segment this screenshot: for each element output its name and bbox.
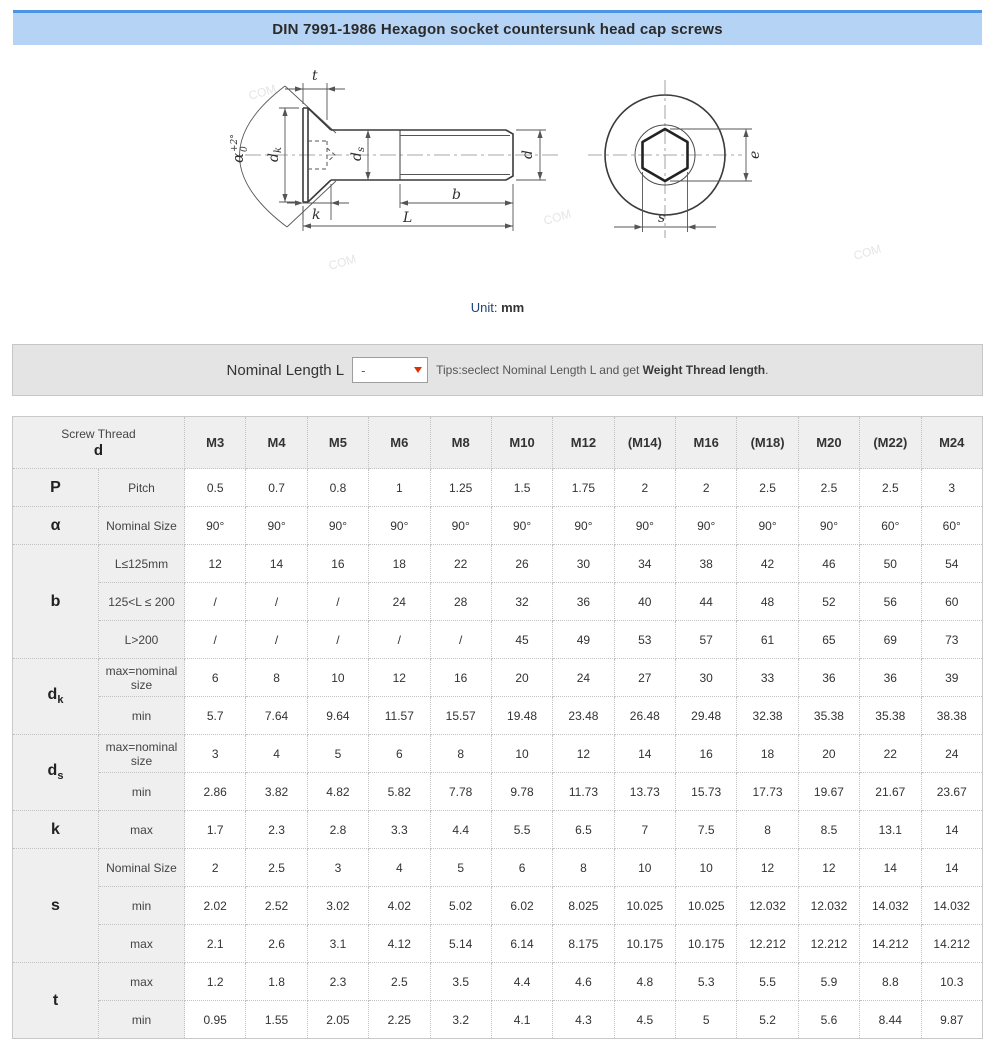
column-header: M5 [307, 417, 368, 469]
value-cell: 38 [676, 545, 737, 583]
value-cell: 35.38 [860, 697, 921, 735]
value-cell: 3 [921, 469, 983, 507]
dim-label-e [747, 151, 763, 159]
value-cell: 0.95 [185, 1001, 246, 1039]
table-row [13, 963, 983, 1001]
value-cell: 34 [614, 545, 675, 583]
value-cell: 57 [676, 621, 737, 659]
watermark-text: COM [851, 241, 883, 263]
svg-text:ds: $d_s$ [349, 146, 367, 161]
value-cell: 10 [491, 735, 552, 773]
header-row [13, 417, 983, 469]
value-cell: 4.4 [430, 811, 491, 849]
value-cell: 8.175 [553, 925, 614, 963]
column-header: M4 [246, 417, 307, 469]
row-group-symbol: $d_s$ [13, 735, 99, 811]
value-cell: 38.38 [921, 697, 983, 735]
value-cell: 7.64 [246, 697, 307, 735]
value-cell: 2.5 [737, 469, 798, 507]
value-cell: 8.5 [798, 811, 859, 849]
column-header: M24 [921, 417, 983, 469]
value-cell: 49 [553, 621, 614, 659]
value-cell: 90° [246, 507, 307, 545]
row-label: min [99, 887, 185, 925]
value-cell: 4.4 [491, 963, 552, 1001]
value-cell: 1.8 [246, 963, 307, 1001]
table-row [13, 925, 983, 963]
dim-label-L: L [403, 210, 413, 226]
value-cell: 24 [369, 583, 430, 621]
value-cell: 46 [798, 545, 859, 583]
table-row [13, 849, 983, 887]
value-cell: 12.032 [737, 887, 798, 925]
value-cell: 4.3 [553, 1001, 614, 1039]
value-cell: 4 [246, 735, 307, 773]
value-cell: 26.48 [614, 697, 675, 735]
value-cell: 30 [553, 545, 614, 583]
value-cell: 5 [307, 735, 368, 773]
row-label: Nominal Size [99, 849, 185, 887]
table-row [13, 621, 983, 659]
value-cell: 2.02 [185, 887, 246, 925]
value-cell: 8 [737, 811, 798, 849]
spec-table-body [13, 469, 983, 1039]
svg-text:d: d [520, 150, 536, 159]
value-cell: 6.02 [491, 887, 552, 925]
value-cell: 42 [737, 545, 798, 583]
value-cell: 1 [369, 469, 430, 507]
row-label: min [99, 1001, 185, 1039]
column-header: M12 [553, 417, 614, 469]
value-cell: 5.5 [491, 811, 552, 849]
dim-label-t: t [312, 68, 318, 84]
value-cell: 4.02 [369, 887, 430, 925]
row-label: max [99, 811, 185, 849]
value-cell: 10.175 [614, 925, 675, 963]
value-cell: 4.12 [369, 925, 430, 963]
row-label: min [99, 773, 185, 811]
value-cell: 16 [676, 735, 737, 773]
value-cell: 2 [185, 849, 246, 887]
value-cell: 65 [798, 621, 859, 659]
row-group-symbol: $d_k$ [13, 659, 99, 735]
value-cell: 8 [553, 849, 614, 887]
svg-text:0: 0 [240, 146, 250, 152]
table-row [13, 1001, 983, 1039]
dim-label-alpha [229, 134, 250, 163]
value-cell: / [369, 621, 430, 659]
nominal-length-label: Nominal Length L [226, 361, 345, 379]
value-cell: 40 [614, 583, 675, 621]
value-cell: 32 [491, 583, 552, 621]
unit-note [0, 300, 995, 318]
value-cell: 12.032 [798, 887, 859, 925]
value-cell: 2.8 [307, 811, 368, 849]
value-cell: 24 [553, 659, 614, 697]
value-cell: 2.05 [307, 1001, 368, 1039]
value-cell: 8.025 [553, 887, 614, 925]
value-cell: 10.175 [676, 925, 737, 963]
table-row [13, 659, 983, 697]
nominal-length-select-wrap [352, 357, 428, 383]
column-header: M10 [491, 417, 552, 469]
value-cell: 5 [676, 1001, 737, 1039]
value-cell: 11.57 [369, 697, 430, 735]
technical-drawing [0, 60, 995, 290]
value-cell: 23.67 [921, 773, 983, 811]
value-cell: 3.3 [369, 811, 430, 849]
value-cell: 10.025 [676, 887, 737, 925]
value-cell: 15.57 [430, 697, 491, 735]
value-cell: 26 [491, 545, 552, 583]
value-cell: 73 [921, 621, 983, 659]
value-cell: 12 [369, 659, 430, 697]
value-cell: 28 [430, 583, 491, 621]
value-cell: 2.3 [246, 811, 307, 849]
value-cell: 3.1 [307, 925, 368, 963]
value-cell: 4.5 [614, 1001, 675, 1039]
value-cell: 90° [553, 507, 614, 545]
row-label: L>200 [99, 621, 185, 659]
table-row [13, 811, 983, 849]
table-row [13, 773, 983, 811]
value-cell: 3.02 [307, 887, 368, 925]
value-cell: 1.7 [185, 811, 246, 849]
value-cell: 3 [307, 849, 368, 887]
value-cell: 6 [369, 735, 430, 773]
value-cell: / [185, 621, 246, 659]
table-row [13, 469, 983, 507]
value-cell: 19.48 [491, 697, 552, 735]
row-group-symbol: t [13, 963, 99, 1039]
value-cell: 5.7 [185, 697, 246, 735]
value-cell: 2.52 [246, 887, 307, 925]
value-cell: / [246, 621, 307, 659]
value-cell: / [430, 621, 491, 659]
value-cell: 5.82 [369, 773, 430, 811]
value-cell: 5.3 [676, 963, 737, 1001]
svg-text:dk: $d_k$ [266, 146, 284, 162]
value-cell: 1.5 [491, 469, 552, 507]
value-cell: 90° [491, 507, 552, 545]
value-cell: 14.032 [860, 887, 921, 925]
value-cell: 44 [676, 583, 737, 621]
value-cell: 12 [798, 849, 859, 887]
value-cell: 7.5 [676, 811, 737, 849]
value-cell: 24 [921, 735, 983, 773]
value-cell: 2.5 [369, 963, 430, 1001]
value-cell: 5.9 [798, 963, 859, 1001]
value-cell: 18 [737, 735, 798, 773]
value-cell: 90° [737, 507, 798, 545]
unit-label: Unit: [470, 300, 498, 315]
value-cell: 13.1 [860, 811, 921, 849]
value-cell: 4 [369, 849, 430, 887]
value-cell: 1.2 [185, 963, 246, 1001]
value-cell: 10 [676, 849, 737, 887]
value-cell: 90° [307, 507, 368, 545]
value-cell: 22 [430, 545, 491, 583]
end-view [588, 80, 763, 238]
watermark-text: COM [326, 251, 358, 273]
table-row [13, 697, 983, 735]
column-header: (M14) [614, 417, 675, 469]
nominal-length-select[interactable] [352, 357, 428, 383]
value-cell: 14 [246, 545, 307, 583]
dim-label-ds [349, 147, 367, 161]
value-cell: 60° [860, 507, 921, 545]
spec-table-head [13, 417, 983, 469]
value-cell: 0.7 [246, 469, 307, 507]
value-cell: 9.87 [921, 1001, 983, 1039]
row-group-symbol: b [13, 545, 99, 659]
value-cell: 2 [676, 469, 737, 507]
row-label: max [99, 925, 185, 963]
column-header: (M22) [860, 417, 921, 469]
value-cell: 6 [491, 849, 552, 887]
value-cell: 60 [921, 583, 983, 621]
svg-text:α: α [229, 152, 247, 163]
value-cell: 10 [307, 659, 368, 697]
corner-header: Screw Thread d [13, 417, 185, 469]
value-cell: 12 [737, 849, 798, 887]
value-cell: 20 [491, 659, 552, 697]
value-cell: 13.73 [614, 773, 675, 811]
value-cell: 14.212 [921, 925, 983, 963]
value-cell: 16 [430, 659, 491, 697]
value-cell: 20 [798, 735, 859, 773]
value-cell: 19.67 [798, 773, 859, 811]
page [0, 10, 995, 1039]
selector-bar [12, 344, 983, 396]
value-cell: 90° [369, 507, 430, 545]
table-row [13, 887, 983, 925]
value-cell: 30 [676, 659, 737, 697]
drawing-svg [0, 60, 995, 290]
value-cell: 5.14 [430, 925, 491, 963]
value-cell: 2.1 [185, 925, 246, 963]
table-row [13, 545, 983, 583]
value-cell: 14 [860, 849, 921, 887]
row-label: L≤125mm [99, 545, 185, 583]
value-cell: 5.2 [737, 1001, 798, 1039]
dim-label-d [520, 150, 536, 159]
value-cell: 2.86 [185, 773, 246, 811]
row-label: max=nominal size [99, 659, 185, 697]
value-cell: 4.6 [553, 963, 614, 1001]
value-cell: 90° [798, 507, 859, 545]
value-cell: 50 [860, 545, 921, 583]
tips-text: Tips:seclect Nominal Length L and get Weight Thread length. [436, 363, 769, 377]
row-group-symbol: P [13, 469, 99, 507]
spec-table [12, 416, 983, 1039]
row-label: 125<L ≤ 200 [99, 583, 185, 621]
value-cell: 2.5 [246, 849, 307, 887]
row-label: max [99, 963, 185, 1001]
value-cell: 14 [921, 811, 983, 849]
value-cell: 56 [860, 583, 921, 621]
value-cell: / [185, 583, 246, 621]
value-cell: 33 [737, 659, 798, 697]
value-cell: 9.64 [307, 697, 368, 735]
value-cell: 61 [737, 621, 798, 659]
side-view [229, 68, 560, 231]
dim-label-k: k [312, 207, 321, 223]
column-header: M8 [430, 417, 491, 469]
value-cell: 10.025 [614, 887, 675, 925]
value-cell: 7.78 [430, 773, 491, 811]
value-cell: 36 [860, 659, 921, 697]
watermark-text: COM [541, 206, 573, 228]
value-cell: 2.5 [798, 469, 859, 507]
value-cell: 6 [185, 659, 246, 697]
value-cell: 54 [921, 545, 983, 583]
svg-text:+2°: +2° [230, 134, 240, 152]
dim-label-s: s [658, 210, 666, 226]
page-header [13, 10, 982, 45]
value-cell: 39 [921, 659, 983, 697]
watermark-text: COM [246, 81, 278, 103]
row-group-symbol: s [13, 849, 99, 963]
value-cell: 36 [553, 583, 614, 621]
value-cell: 8 [430, 735, 491, 773]
value-cell: 5.02 [430, 887, 491, 925]
value-cell: 3.82 [246, 773, 307, 811]
value-cell: 69 [860, 621, 921, 659]
value-cell: 12.212 [737, 925, 798, 963]
value-cell: 3 [185, 735, 246, 773]
dim-label-b: b [452, 187, 461, 203]
table-row [13, 735, 983, 773]
value-cell: 1.75 [553, 469, 614, 507]
value-cell: 60° [921, 507, 983, 545]
row-label: min [99, 697, 185, 735]
value-cell: 45 [491, 621, 552, 659]
value-cell: 14 [921, 849, 983, 887]
value-cell: 27 [614, 659, 675, 697]
value-cell: 11.73 [553, 773, 614, 811]
value-cell: / [246, 583, 307, 621]
value-cell: 52 [798, 583, 859, 621]
value-cell: 4.82 [307, 773, 368, 811]
column-header: M6 [369, 417, 430, 469]
value-cell: 8.44 [860, 1001, 921, 1039]
unit-value: mm [501, 300, 525, 315]
value-cell: 17.73 [737, 773, 798, 811]
row-group-symbol: k [13, 811, 99, 849]
column-header: M16 [676, 417, 737, 469]
value-cell: 29.48 [676, 697, 737, 735]
value-cell: 5.6 [798, 1001, 859, 1039]
value-cell: 53 [614, 621, 675, 659]
value-cell: 4.1 [491, 1001, 552, 1039]
value-cell: 7 [614, 811, 675, 849]
value-cell: 4.8 [614, 963, 675, 1001]
row-group-symbol: α [13, 507, 99, 545]
row-label: Pitch [99, 469, 185, 507]
table-row [13, 583, 983, 621]
value-cell: 35.38 [798, 697, 859, 735]
value-cell: / [307, 583, 368, 621]
value-cell: 6.14 [491, 925, 552, 963]
column-header: M20 [798, 417, 859, 469]
value-cell: 12 [185, 545, 246, 583]
value-cell: 2.3 [307, 963, 368, 1001]
value-cell: 14.032 [921, 887, 983, 925]
value-cell: 23.48 [553, 697, 614, 735]
value-cell: 0.5 [185, 469, 246, 507]
value-cell: 2.6 [246, 925, 307, 963]
value-cell: 16 [307, 545, 368, 583]
page-title: DIN 7991-1986 Hexagon socket countersunk head cap screws [272, 20, 723, 38]
row-label: Nominal Size [99, 507, 185, 545]
svg-text:e: e [747, 150, 763, 159]
value-cell: 12.212 [798, 925, 859, 963]
value-cell: 15.73 [676, 773, 737, 811]
row-label: max=nominal size [99, 735, 185, 773]
value-cell: 9.78 [491, 773, 552, 811]
value-cell: 6.5 [553, 811, 614, 849]
value-cell: 90° [614, 507, 675, 545]
value-cell: 2.25 [369, 1001, 430, 1039]
value-cell: 2.5 [860, 469, 921, 507]
value-cell: 22 [860, 735, 921, 773]
dim-label-dk [266, 147, 284, 162]
value-cell: 2 [614, 469, 675, 507]
column-header: M3 [185, 417, 246, 469]
value-cell: 8 [246, 659, 307, 697]
value-cell: 10.3 [921, 963, 983, 1001]
value-cell: 48 [737, 583, 798, 621]
value-cell: 90° [430, 507, 491, 545]
value-cell: 90° [676, 507, 737, 545]
column-header: (M18) [737, 417, 798, 469]
value-cell: 5.5 [737, 963, 798, 1001]
value-cell: 5 [430, 849, 491, 887]
value-cell: 12 [553, 735, 614, 773]
value-cell: 18 [369, 545, 430, 583]
value-cell: 0.8 [307, 469, 368, 507]
value-cell: 14.212 [860, 925, 921, 963]
value-cell: 90° [185, 507, 246, 545]
value-cell: 8.8 [860, 963, 921, 1001]
value-cell: 36 [798, 659, 859, 697]
value-cell: 21.67 [860, 773, 921, 811]
table-row [13, 507, 983, 545]
value-cell: 14 [614, 735, 675, 773]
value-cell: 3.5 [430, 963, 491, 1001]
value-cell: 32.38 [737, 697, 798, 735]
value-cell: / [307, 621, 368, 659]
value-cell: 3.2 [430, 1001, 491, 1039]
value-cell: 1.55 [246, 1001, 307, 1039]
value-cell: 10 [614, 849, 675, 887]
value-cell: 1.25 [430, 469, 491, 507]
